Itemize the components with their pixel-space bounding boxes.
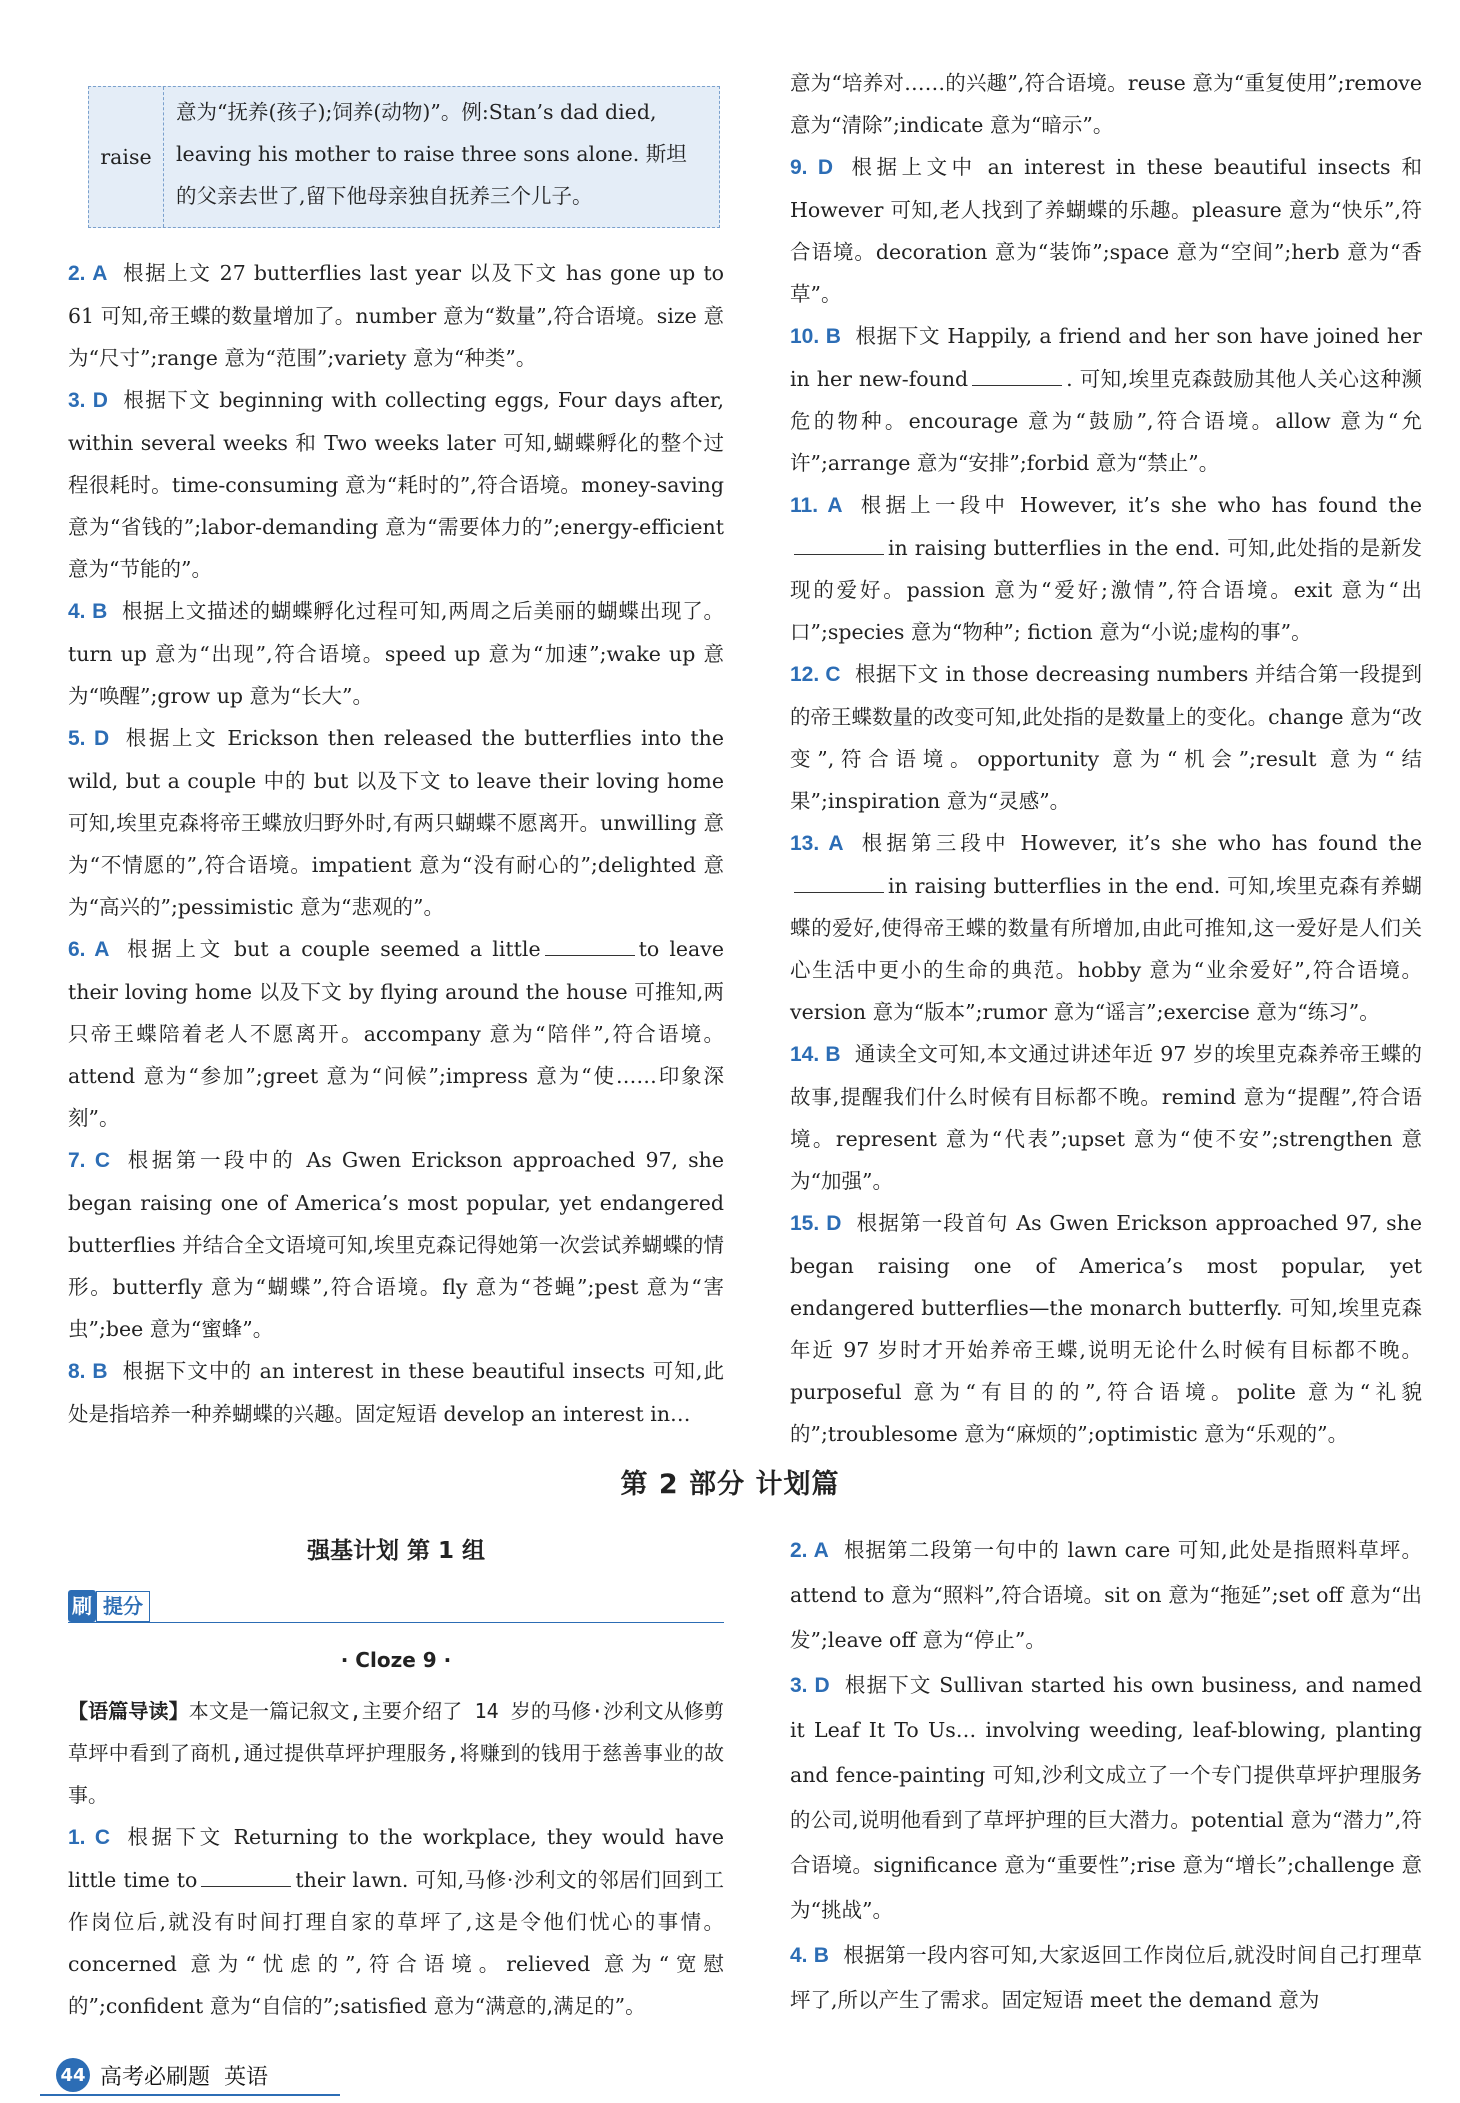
answer-item: 3. D 根据下文 Sullivan started his own business, and named it Leaf It To Us… involving weeding, leaf-blowing, planting and fence-painting 可知,沙利文成立了一个专门提供草坪护理服务的公司,说明他看到了草坪护理的巨大潜力。potential 意为“潜力”,符合语境。significance 意为“重要性”;rise 意为“增长”;challenge 意为“挑战”。 bbox=[790, 1673, 1423, 1922]
page-number: 44 bbox=[56, 2058, 90, 2092]
book-title: 高考必刷题 bbox=[100, 2064, 211, 2090]
vocab-definition: 意为“抚养(孩子);饲养(动物)”。例:Stan’s dad died, leaving his mother to raise three sons alone. 斯坦的父亲去世了,留下他母亲独自抚养三个儿子。 bbox=[176, 100, 687, 208]
plan-subtitle: 强基计划 第 1 组 bbox=[306, 1538, 486, 1564]
blank-line bbox=[972, 363, 1062, 386]
subject-label: 英语 bbox=[224, 2064, 269, 2090]
answer-item: 4. B 根据第一段内容可知,大家返回工作岗位后,就没时间自己打理草坪了,所以产生了需求。固定短语 meet the demand 意为 bbox=[790, 1943, 1423, 2012]
guide-label: 【语篇导读】 bbox=[68, 1699, 189, 1723]
tag-shua: 刷 bbox=[68, 1590, 96, 1622]
blank-line bbox=[545, 933, 635, 956]
footer-line bbox=[40, 2094, 340, 2096]
answer-item: 3. D 根据下文 beginning with collecting eggs, Four days after, within several weeks 和 Two weeks later 可知,蝴蝶孵化的整个过程很耗时。time-consuming 意为“耗时的”,符合语境。money-saving 意为“省钱的”;labor-demanding 意为“需要体力的”;energy-efficient 意为“节能的”。 bbox=[68, 388, 724, 581]
section-title: 第 2 部分 计划篇 bbox=[620, 1469, 840, 1500]
blank-line bbox=[201, 1864, 291, 1887]
answer-item: 9. D 根据上文中 an interest in these beautiful insects 和 However 可知,老人找到了养蝴蝶的乐趣。pleasure 意为“快乐”,符合语境。decoration 意为“装饰”;space 意为“空间”;herb 意为“香草”。 bbox=[790, 155, 1422, 306]
answer-item: 5. D 根据上文 Erickson then released the butterflies into the wild, but a couple 中的 but 以及下文 to leave their loving home 可知,埃里克森将帝王蝶放归野外时,有两只蝴蝶不愿离开。unwilling 意为“不情愿的”,符合语境。impatient 意为“没有耐心的”;delighted 意为“高兴的”;pessimistic 意为“悲观的”。 bbox=[68, 726, 724, 919]
guide-text: 本文是一篇记叙文,主要介绍了 14 岁的马修·沙利文从修剪草坪中看到了商机,通过提供草坪护理服务,将赚到的钱用于慈善事业的故事。 bbox=[68, 1699, 724, 1807]
tifen-tag bbox=[68, 1590, 150, 1622]
answer-item: 8. B 根据下文中的 an interest in these beautiful insects 可知,此处是指培养一种养蝴蝶的兴趣。固定短语 develop an interest in… bbox=[68, 1359, 724, 1426]
answer-item: 6. A 根据上文 but a couple seemed a little to leave their loving home 以及下文 by flying around the house 可推知,两只帝王蝶陪着老人不愿离开。accompany 意为“陪伴”,符合语境。attend 意为“参加”;greet 意为“问候”;impress 意为“使……印象深刻”。 bbox=[68, 928, 724, 1139]
answer-item: 12. C 根据下文 in those decreasing numbers 并结合第一段提到的帝王蝶数量的改变可知,此处指的是数量上的变化。change 意为“改变”,符合语境。opportunity 意为“机会”;result 意为“结果”;inspiration 意为“灵感”。 bbox=[790, 662, 1422, 813]
vocab-box bbox=[88, 86, 720, 228]
answer-item: 10. B 根据下文 Happily, a friend and her son have joined her in her new-found . 可知,埃里克森鼓励其他人关心这种濒危的物种。encourage 意为“鼓励”,符合语境。allow 意为“允许”;arrange 意为“安排”;forbid 意为“禁止”。 bbox=[790, 324, 1422, 475]
answer-column-right-bottom bbox=[790, 1528, 1422, 2023]
vocab-word: raise bbox=[89, 87, 164, 227]
blank-line bbox=[794, 870, 884, 893]
reading-guide bbox=[68, 1690, 724, 1816]
answer-item: 11. A 根据上一段中 However, it’s she who has found thein raising butterflies in the end. 可知,此处指的是新发现的爱好。passion 意为“爱好;激情”,符合语境。exit 意为“出口”;species 意为“物种”; fiction 意为“小说;虚构的事”。 bbox=[790, 493, 1423, 644]
page-footer bbox=[56, 2058, 268, 2092]
answer-item: 4. B 根据上文描述的蝴蝶孵化过程可知,两周之后美丽的蝴蝶出现了。turn up 意为“出现”,符合语境。speed up 意为“加速”;wake up 意为“唤醒”;grow up 意为“长大”。 bbox=[68, 599, 724, 708]
cloze-title: · Cloze 9 · bbox=[340, 1648, 452, 1672]
tag-tifen: 提分 bbox=[96, 1591, 150, 1622]
answer-continuation: 意为“培养对……的兴趣”,符合语境。reuse 意为“重复使用”;remove 意为“清除”;indicate 意为“暗示”。 bbox=[790, 71, 1422, 137]
tag-divider bbox=[68, 1622, 724, 1623]
blank-line bbox=[794, 532, 884, 555]
answer-item: 2. A 根据上文 27 butterflies last year 以及下文 has gone up to 61 可知,帝王蝶的数量增加了。number 意为“数量”,符合语境。size 意为“尺寸”;range 意为“范围”;variety 意为“种类”。 bbox=[68, 261, 724, 370]
answer-item: 14. B 通读全文可知,本文通过讲述年近 97 岁的埃里克森养帝王蝶的故事,提醒我们什么时候有目标都不晚。remind 意为“提醒”,符合语境。represent 意为“代表”;upset 意为“使不安”;strengthen 意为“加强”。 bbox=[790, 1042, 1422, 1193]
answer-item: 2. A 根据第二段第一句中的 lawn care 可知,此处是指照料草坪。attend to 意为“照料”,符合语境。sit on 意为“拖延”;set off 意为“出发”;leave off 意为“停止”。 bbox=[790, 1538, 1423, 1652]
answer-column-right bbox=[790, 62, 1422, 1455]
answer-item: 1. C 根据下文 Returning to the workplace, they would have little time to their lawn. 可知,马修·沙利文的邻居们回到工作岗位后,就没有时间打理自家的草坪了,这是令他们忧心的事情。concerned 意为“忧虑的”,符合语境。relieved 意为“宽慰的”;confident 意为“自信的”;satisfied 意为“满意的,满足的”。 bbox=[68, 1825, 724, 2018]
answer-item: 13. A 根据第三段中 However, it’s she who has found thein raising butterflies in the end. 可知,埃里克森有养蝴蝶的爱好,使得帝王蝶的数量有所增加,由此可推知,这一爱好是人们关心生活中更小的生命的典范。hobby 意为“业余爱好”,符合语境。version 意为“版本”;rumor 意为“谣言”;exercise 意为“练习”。 bbox=[790, 831, 1422, 1024]
answer-item: 7. C 根据第一段中的 As Gwen Erickson approached 97, she began raising one of America’s most popular, yet endangered butterflies 并结合全文语境可知,埃里克森记得她第一次尝试养蝴蝶的情形。butterfly 意为“蝴蝶”,符合语境。fly 意为“苍蝇”;pest 意为“害虫”;bee 意为“蜜蜂”。 bbox=[68, 1148, 725, 1341]
answer-column-left bbox=[68, 252, 724, 1435]
answer-column-left-bottom bbox=[68, 1690, 724, 2027]
answer-item: 15. D 根据第一段首句 As Gwen Erickson approached 97, she began raising one of America’s most popular, yet endangered butterflies—the monarch butterfly. 可知,埃里克森年近 97 岁时才开始养帝王蝶,说明无论什么时候有目标都不晚。purposeful 意为“有目的的”,符合语境。polite 意为“礼貌的”;troublesome 意为“麻烦的”;optimistic 意为“乐观的”。 bbox=[790, 1211, 1422, 1446]
